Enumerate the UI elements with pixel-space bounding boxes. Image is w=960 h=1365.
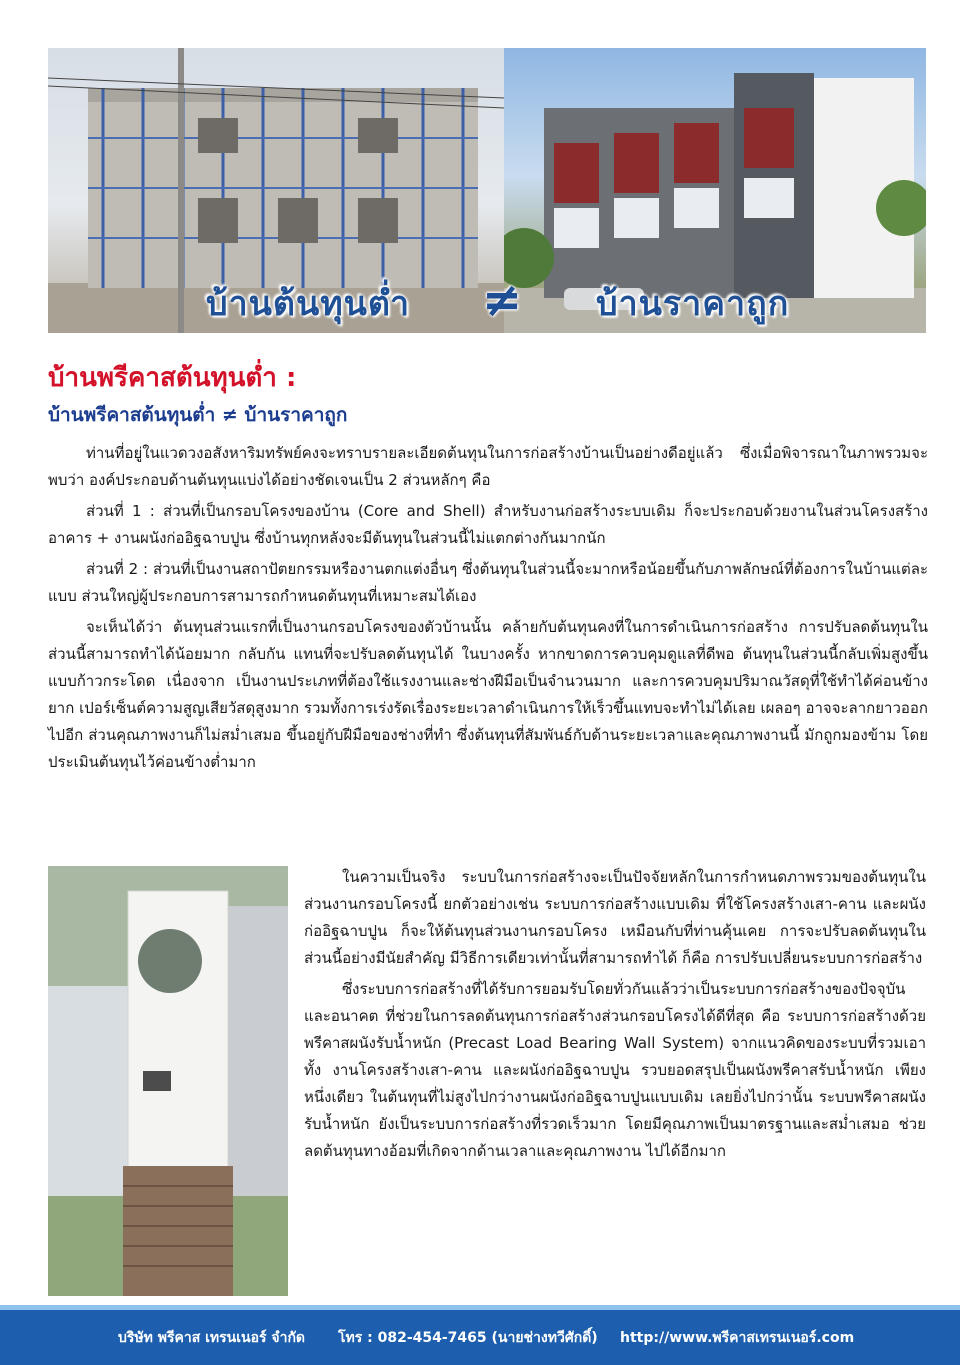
paragraph-part-1: ส่วนที่ 1 : ส่วนที่เป็นกรอบโครงของบ้าน (Core and Shell) สำหรับงานก่อสร้างระบบเดิม ก็จะประกอบด้วยงานในส่วนโครงสร้างอาคาร + งานผนังก่ออิฐฉาบปูน ซึ่งบ้านทุกหลังจะมีต้นทุนในส่วนนี้ไม่แตกต่างกันมากนัก	[48, 502, 928, 547]
footer-company: บริษัท พรีคาส เทรนเนอร์ จำกัด	[118, 1330, 306, 1346]
paragraph-precast-system: ซึ่งระบบการก่อสร้างที่ได้รับการยอมรับโดยทั่วกันแล้วว่าเป็นระบบการก่อสร้างของปัจจุบันและอนาคต ที่ช่วยในการลดต้นทุนการก่อสร้างส่วนกรอบโครงได้ดีที่สุด คือ ระบบการก่อสร้างด้วยพรีคาสผนังรับน้ำหนัก (Precast Load Bearing Wall System) จากแนวคิดของระบบที่รวมเอาทั้ง งานโครงสร้างเสา-คาน และผนังก่ออิฐฉาบปูน รวบยอดสรุปเป็นผนังพรีคาสรับน้ำหนัก เพียงหนึ่งเดียว ในต้นทุนที่ไม่สูงไปกว่างานผนังก่ออิฐฉาบปูนแบบเดิม เลยยิ่งไปกว่านั้น ระบบพรีคาสผนังรับน้ำหนัก ยังเป็นระบบการก่อสร้างที่รวดเร็วมาก โดยมีคุณภาพเป็นมาตรฐานและสม่ำเสมอ ช่วยลดต้นทุนทางอ้อมที่เกิดจากด้านเวลาและคุณภาพงาน ไปได้อีกมาก	[304, 980, 926, 1160]
paragraph-analysis: จะเห็นได้ว่า ต้นทุนส่วนแรกที่เป็นงานกรอบโครงของตัวบ้านนั้น คล้ายกับต้นทุนคงที่ในการดำเนินการก่อสร้าง การปรับลดต้นทุนในส่วนนี้สามารถทำได้น้อยมาก กลับกัน แทนที่จะปรับลดต้นทุนได้ ในบางครั้ง หากขาดการควบคุมดูแลที่ดีพอ ต้นทุนในส่วนนี้กลับเพิ่มสูงขึ้นแบบก้าวกระโดด เนื่องจาก เป็นงานประเภทที่ต้องใช้แรงงานและช่างฝีมือเป็นจำนวนมาก และการควบคุมปริมาณวัสดุที่ใช้ทำได้ค่อนข้างยาก เปอร์เซ็นต์ความสูญเสียวัสดุสูงมาก รวมทั้งการเร่งรัดเรื่องระยะเวลาดำเนินการให้เร็วขึ้นแทบจะทำไม่ได้เลย เผลอๆ อาจจะลากยาวออกไปอีก ส่วนคุณภาพงานก็ไม่สม่ำเสมอ ขึ้นอยู่กับฝีมือของช่างที่ทำ ซึ่งต้นทุนที่สัมพันธ์กับด้านระยะเวลาและคุณภาพงานนี้ มักถูกมองข้าม โดยประเมินต้นทุนไว้ค่อนข้างต่ำมาก	[48, 618, 928, 771]
not-equal-symbol: ≠	[482, 272, 523, 328]
paragraph-part-2: ส่วนที่ 2 : ส่วนที่เป็นงานสถาปัตยกรรมหรืองานตกแต่งอื่นๆ ซึ่งต้นทุนในส่วนนี้จะมากหรือน้อยขึ้นกับภาพลักษณ์ที่ต้องการในบ้านแต่ละแบบ ส่วนใหญ่ผู้ประกอบการสามารถกำหนดต้นทุนที่เหมาะสมได้เอง	[48, 560, 928, 605]
hero-banner	[48, 48, 926, 333]
article-side-body	[304, 864, 926, 1169]
article-body	[48, 440, 928, 780]
cheap-house-caption: บ้านราคาถูก	[596, 284, 790, 324]
footer-website-link[interactable]: http://www.พรีคาสเทรนเนอร์.com	[620, 1330, 855, 1346]
paragraph-construction-system: ในความเป็นจริง ระบบในการก่อสร้างจะเป็นปัจจัยหลักในการกำหนดภาพรวมของต้นทุนในส่วนงานกรอบโครงนี้ ยกตัวอย่างเช่น ระบบการก่อสร้างแบบเดิม ที่ใช้โครงสร้างเสา-คาน และผนังก่ออิฐฉาบปูน ก็จะให้ต้นทุนส่วนงานกรอบโครง เหมือนกับที่ท่านคุ้นเคย การจะปรับลดต้นทุนในส่วนนี้อย่างมีนัยสำคัญ มีวิธีการเดียวเท่านั้นที่สามารถทำได้ ก็คือ การปรับเปลี่ยนระบบการก่อสร้าง	[304, 868, 926, 967]
low-cost-house-caption: บ้านต้นทุนต่ำ	[206, 284, 411, 324]
footer-phone: โทร : 082-454-7465 (นายช่างทวีศักดิ์)	[338, 1330, 598, 1346]
precast-wall-photo	[48, 866, 288, 1296]
paragraph-intro: ท่านที่อยู่ในแวดวงอสังหาริมทรัพย์คงจะทราบรายละเอียดต้นทุนในการก่อสร้างบ้านเป็นอย่างดีอยู่แล้ว ซึ่งเมื่อพิจารณาในภาพรวมจะพบว่า องค์ประกอบด้านต้นทุนแบ่งได้อย่างชัดเจนเป็น 2 ส่วนหลักๆ คือ	[48, 444, 928, 489]
footer-bar	[0, 1305, 960, 1365]
article-subtitle: บ้านพรีคาสต้นทุนต่ำ ≠ บ้านราคาถูก	[48, 404, 348, 426]
article-title: บ้านพรีคาสต้นทุนต่ำ :	[48, 363, 297, 393]
